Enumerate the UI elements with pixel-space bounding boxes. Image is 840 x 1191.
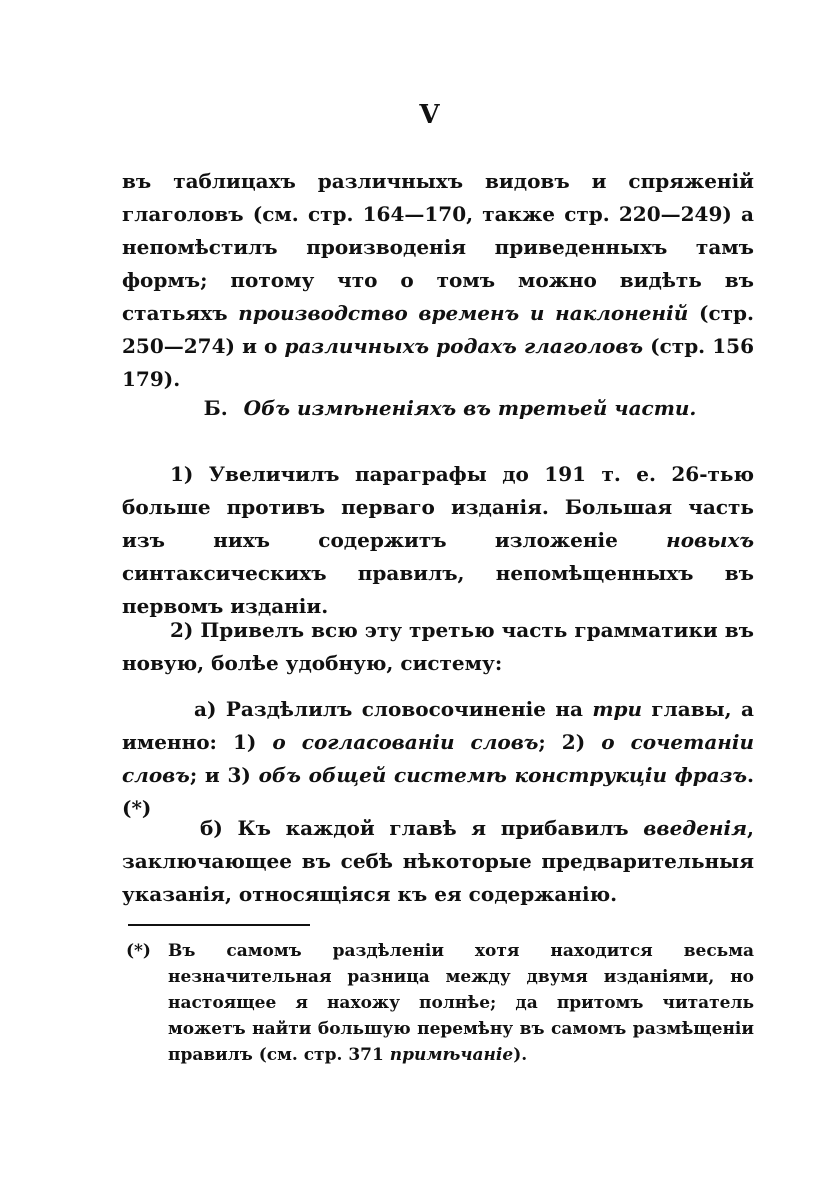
section-title: Объ измѣненіяхъ въ третьей части. bbox=[243, 396, 697, 420]
section-letter: Б. bbox=[203, 396, 228, 420]
p1-italic-1: новыхъ bbox=[666, 528, 754, 552]
paragraph-2 bbox=[122, 614, 754, 680]
pa-text-5: . (*) bbox=[122, 763, 755, 820]
intro-italic-1: производство временъ и наклоненій bbox=[238, 301, 689, 325]
pa-text-2: главы, а именно: 1) bbox=[122, 697, 754, 754]
pa-text-3: ; 2) bbox=[538, 730, 602, 754]
intro-text-1: въ таблицахъ различныхъ видовъ и спряженій глаголовъ (см. стр. 164—170, также стр. 220—249) а непомѣстилъ производенія приведенныхъ тамъ формъ; потому что о томъ можно видѣть въ статьяхъ bbox=[122, 169, 754, 325]
footnote-text-2: ). bbox=[513, 1045, 528, 1065]
intro-text-3: (стр. 156 179). bbox=[122, 334, 755, 391]
pa-italic-4: объ общей системѣ конструкціи фразъ bbox=[258, 763, 748, 787]
footnote-mark: (*) bbox=[126, 941, 151, 961]
intro-italic-2: различныхъ родахъ глаголовъ bbox=[284, 334, 644, 358]
intro-paragraph bbox=[122, 165, 754, 396]
page-number: V bbox=[419, 100, 441, 130]
pa-italic-3: о сочетаніи словъ bbox=[122, 730, 754, 787]
pa-italic-1: три bbox=[592, 697, 643, 721]
pb-text-2: , заключающее въ себѣ нѣкоторые предварительныя указанія, относящіяся къ ея содержанію. bbox=[122, 816, 754, 906]
footnote bbox=[126, 938, 754, 1068]
pa-text-1: а) Раздѣлилъ словосочиненіе на bbox=[194, 697, 593, 721]
section-heading bbox=[0, 393, 840, 423]
pb-italic-1: введенія bbox=[643, 816, 748, 840]
paragraph-1 bbox=[122, 458, 754, 623]
footnote-divider bbox=[128, 924, 310, 926]
footnote-text-1: Въ самомъ раздѣленіи хотя находится весьма незначительная разница между двумя изданіями, но настоящее я нахожу полнѣе; да притомъ читатель можетъ найти большую перемѣну въ самомъ размѣщеніи правилъ (см. стр. 371 bbox=[168, 941, 754, 1065]
footnote-italic-1: примѣчаніе bbox=[389, 1045, 514, 1065]
p1-text-2: синтаксическихъ правилъ, непомѣщенныхъ въ первомъ изданіи. bbox=[122, 561, 754, 618]
intro-text-2: (стр. 250—274) и о bbox=[122, 301, 755, 358]
pa-text-4: ; и 3) bbox=[189, 763, 259, 787]
p1-text-1: 1) Увеличилъ параграфы до 191 т. е. 26-тью больше противъ перваго изданія. Большая часть изъ нихъ содержитъ изложеніе bbox=[122, 462, 754, 552]
pb-text-1: б) Къ каждой главѣ я прибавилъ bbox=[200, 816, 644, 840]
paragraph-a bbox=[122, 693, 754, 825]
pa-italic-2: о согласованіи словъ bbox=[272, 730, 539, 754]
footnote-body bbox=[168, 938, 754, 1068]
paragraph-b bbox=[122, 812, 754, 911]
p2-text: 2) Привелъ всю эту третью часть грамматики въ новую, болѣе удобную, систему: bbox=[122, 618, 754, 675]
